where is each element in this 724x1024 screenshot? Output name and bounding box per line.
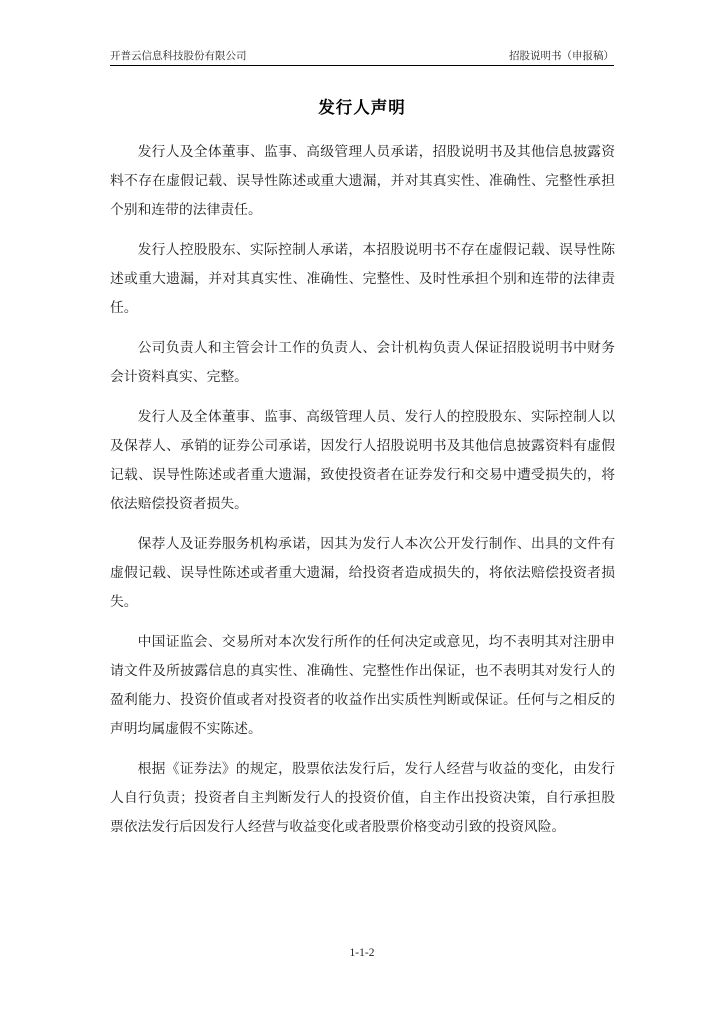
header-document-name: 招股说明书（申报稿） bbox=[509, 50, 614, 62]
paragraph-risk-statement: 根据《证券法》的规定，股票依法发行后，发行人经营与收益的变化，由发行人自行负责；投资者自主判断发行人的投资价值，自主作出投资决策，自行承担股票依法发行后因发行人经营与收益变化或者股票价格变动引致的投资风险。 bbox=[110, 761, 615, 835]
paragraph-sponsor-statement: 保荐人及证券服务机构承诺，因其为发行人本次公开发行制作、出具的文件有虚假记载、误导性陈述或者重大遗漏，给投资者造成损失的，将依法赔偿投资者损失。 bbox=[110, 536, 615, 610]
paragraph-issuer-statement: 发行人及全体董事、监事、高级管理人员承诺，招股说明书及其他信息披露资料不存在虚假记载、误导性陈述或重大遗漏，并对其真实性、准确性、完整性承担个别和连带的法律责任。 bbox=[110, 144, 615, 218]
header-company-name: 开普云信息科技股份有限公司 bbox=[110, 50, 247, 62]
paragraph-controller-statement: 发行人控股股东、实际控制人承诺，本招股说明书不存在虚假记载、误导性陈述或重大遗漏，并对其真实性、准确性、完整性、及时性承担个别和连带的法律责任。 bbox=[110, 242, 615, 316]
header-divider bbox=[110, 65, 614, 66]
paragraph-accounting-statement: 公司负责人和主管会计工作的负责人、会计机构负责人保证招股说明书中财务会计资料真实、完整。 bbox=[110, 340, 615, 385]
paragraph-regulator-statement: 中国证监会、交易所对本次发行所作的任何决定或意见，均不表明其对注册申请文件及所披露信息的真实性、准确性、完整性作出保证，也不表明其对发行人的盈利能力、投资价值或者对投资者的收益作出实质性判断或保证。任何与之相反的声明均属虚假不实陈述。 bbox=[110, 634, 615, 737]
page-title: 发行人声明 bbox=[318, 98, 406, 117]
document-body bbox=[110, 138, 615, 853]
page-header bbox=[110, 48, 614, 63]
paragraph-compensation-statement: 发行人及全体董事、监事、高级管理人员、发行人的控股股东、实际控制人以及保荐人、承销的证券公司承诺，因发行人招股说明书及其他信息披露资料有虚假记载、误导性陈述或者重大遗漏，致使投资者在证券发行和交易中遭受损失的，将依法赔偿投资者损失。 bbox=[110, 409, 615, 512]
page-number: 1-1-2 bbox=[349, 947, 375, 959]
